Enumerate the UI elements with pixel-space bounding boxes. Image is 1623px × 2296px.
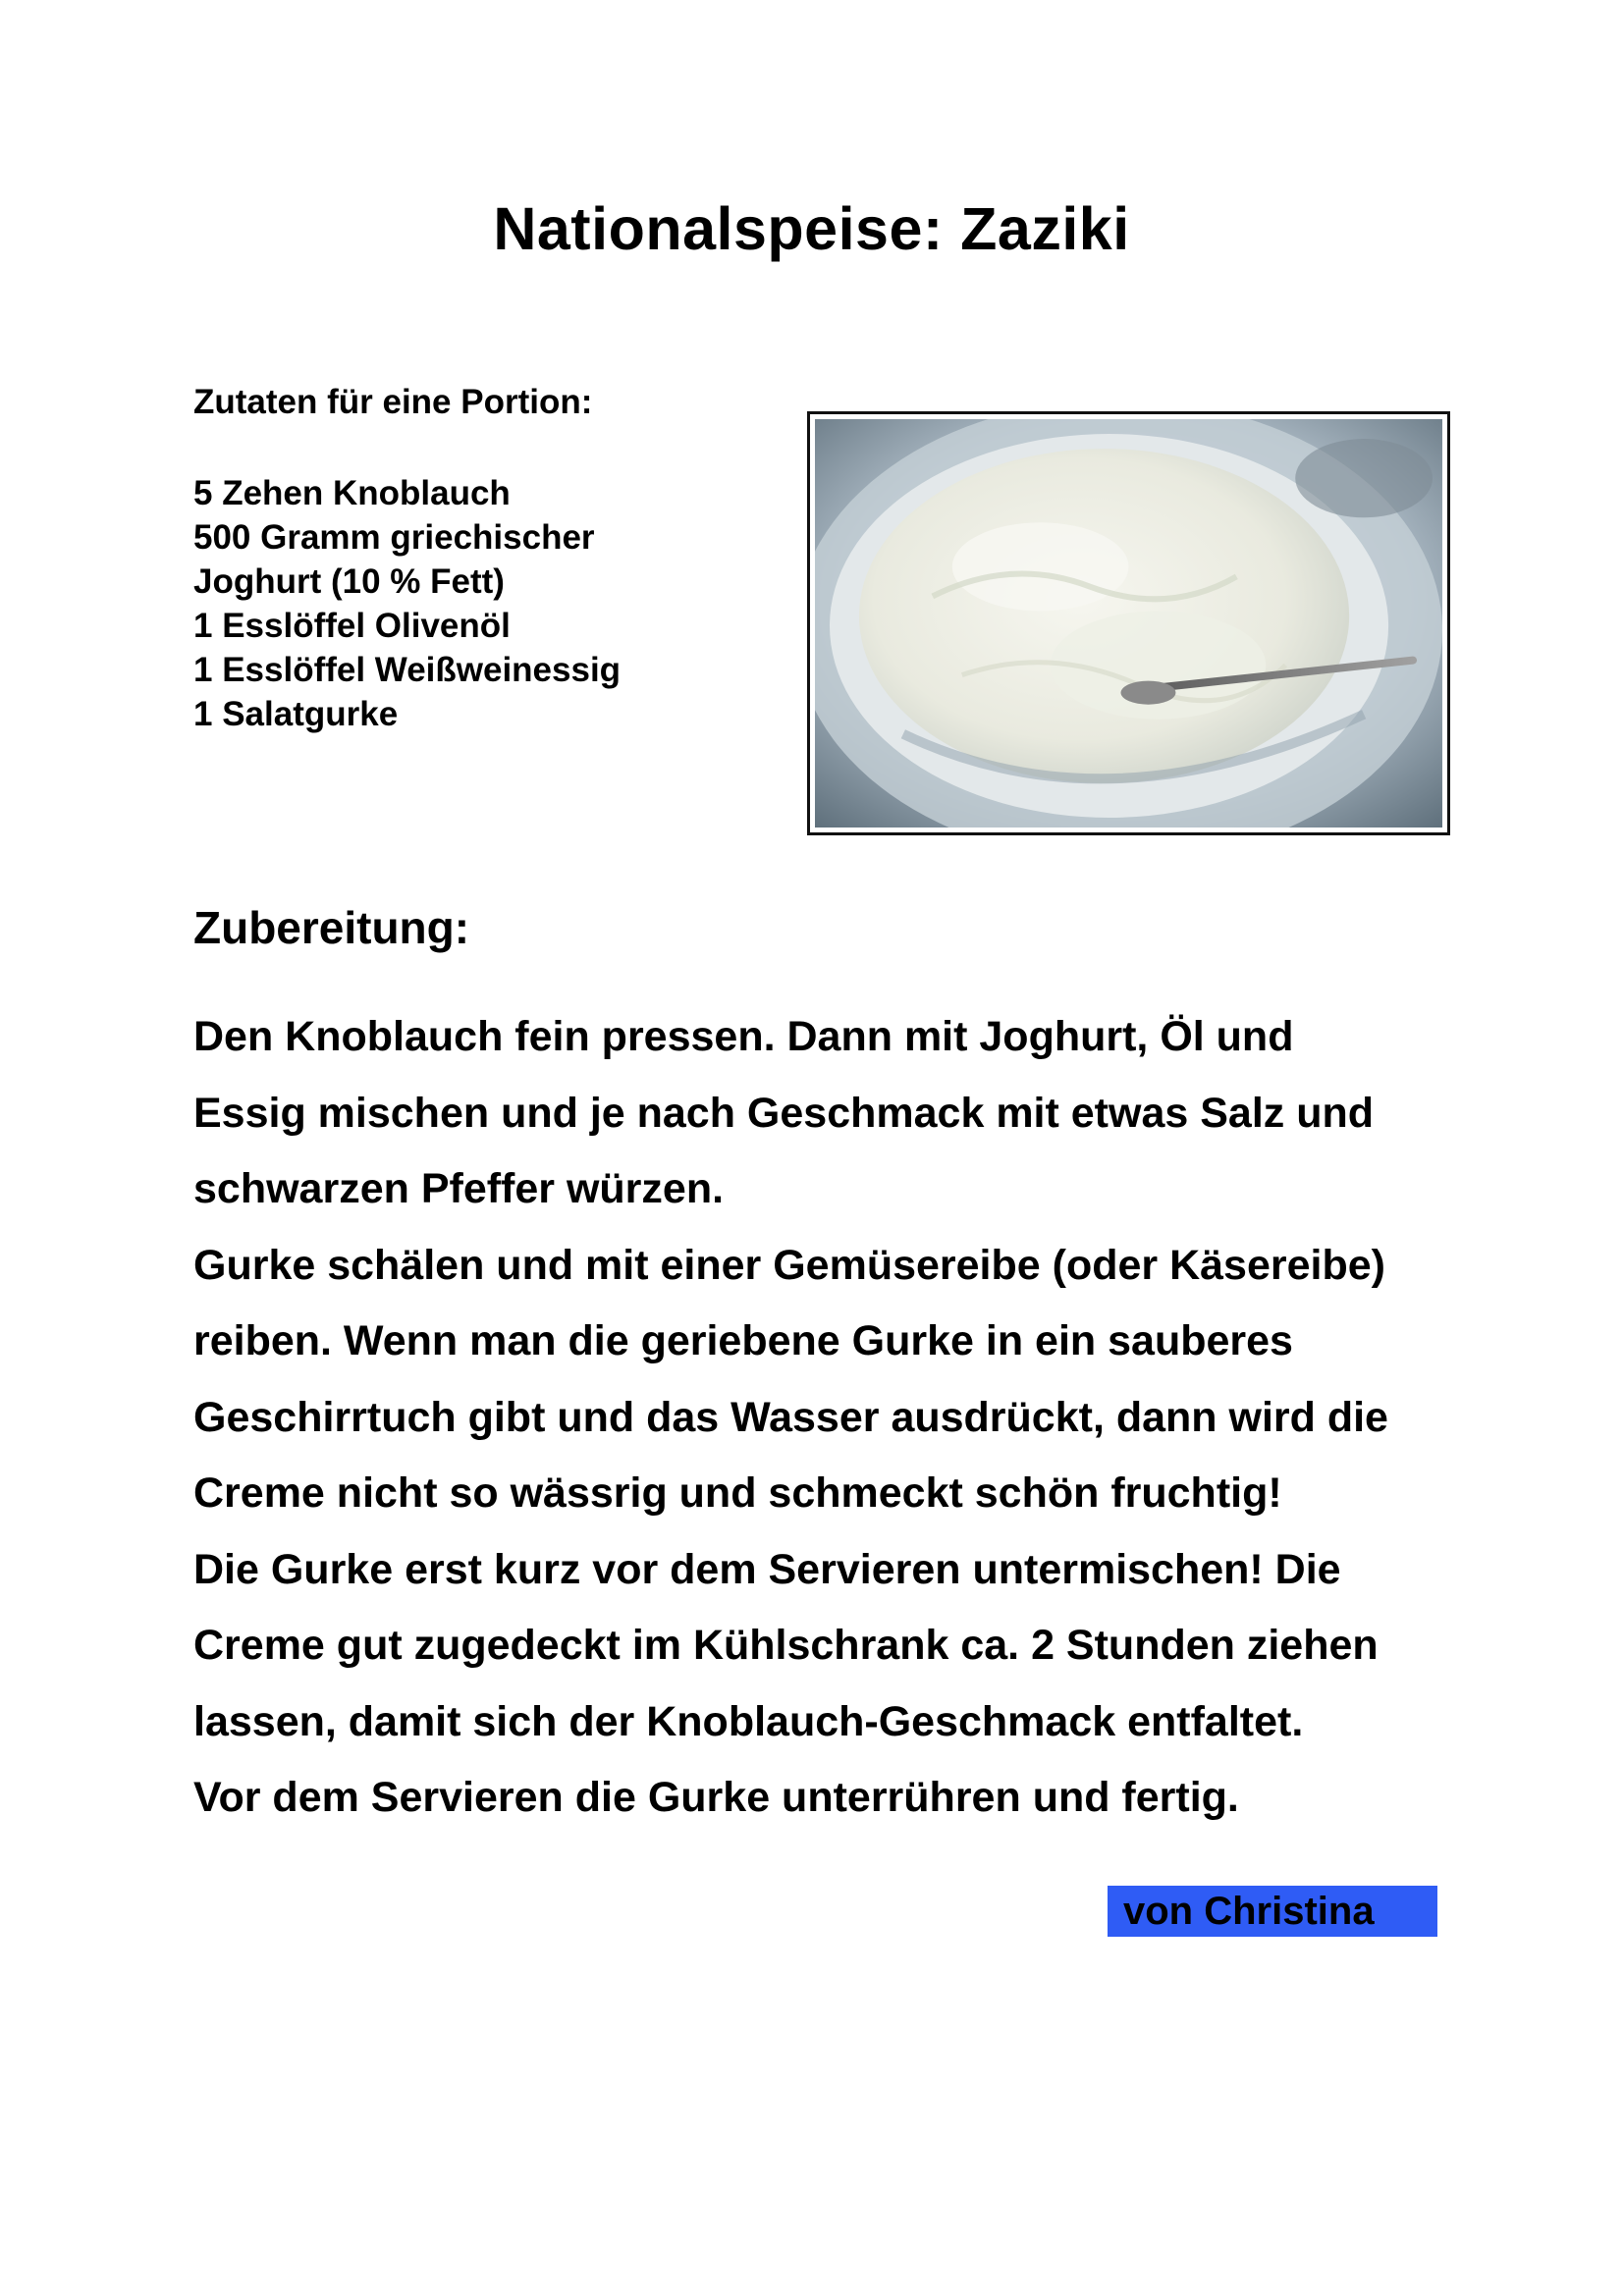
preparation-heading: Zubereitung: [193, 902, 470, 953]
ingredient-list [193, 471, 704, 736]
ingredient-item: 500 Gramm griechischer [193, 518, 595, 557]
ingredient-item: 5 Zehen Knoblauch [193, 474, 511, 512]
preparation-line: Den Knoblauch fein pressen. Dann mit Joghurt, Öl und [193, 1013, 1294, 1060]
preparation-line: reiben. Wenn man die geriebene Gurke in ein sauberes [193, 1317, 1293, 1364]
photo-frame [807, 411, 1450, 835]
preparation-line: Gurke schälen und mit einer Gemüsereibe (oder Käsereibe) [193, 1241, 1385, 1289]
preparation-line: Creme gut zugedeckt im Kühlschrank ca. 2 Stunden ziehen [193, 1622, 1379, 1669]
ingredient-item: Joghurt (10 % Fett) [193, 562, 505, 601]
page-title: Nationalspeise: Zaziki [493, 195, 1130, 262]
ingredient-item: 1 Esslöffel Weißweinessig [193, 651, 622, 689]
preparation-line: Geschirrtuch gibt und das Wasser ausdrückt, dann wird die [193, 1393, 1388, 1441]
preparation-line: Die Gurke erst kurz vor dem Servieren untermischen! Die [193, 1545, 1341, 1593]
zaziki-bowl-photo [815, 419, 1442, 828]
ingredient-item: 1 Esslöffel Olivenöl [193, 607, 511, 645]
preparation-line: schwarzen Pfeffer würzen. [193, 1165, 725, 1212]
preparation-text [193, 999, 1470, 1837]
ingredient-item: 1 Salatgurke [193, 695, 399, 733]
preparation-line: lassen, damit sich der Knoblauch-Geschmack entfaltet. [193, 1697, 1304, 1745]
preparation-line: Vor dem Servieren die Gurke unterrühren und fertig. [193, 1774, 1239, 1821]
author-badge: von Christina [1108, 1886, 1437, 1937]
preparation-line: Essig mischen und je nach Geschmack mit etwas Salz und [193, 1089, 1375, 1137]
preparation-line: Creme nicht so wässrig und schmeckt schön fruchtig! [193, 1469, 1282, 1517]
ingredients-heading: Zutaten für eine Portion: [193, 383, 593, 421]
